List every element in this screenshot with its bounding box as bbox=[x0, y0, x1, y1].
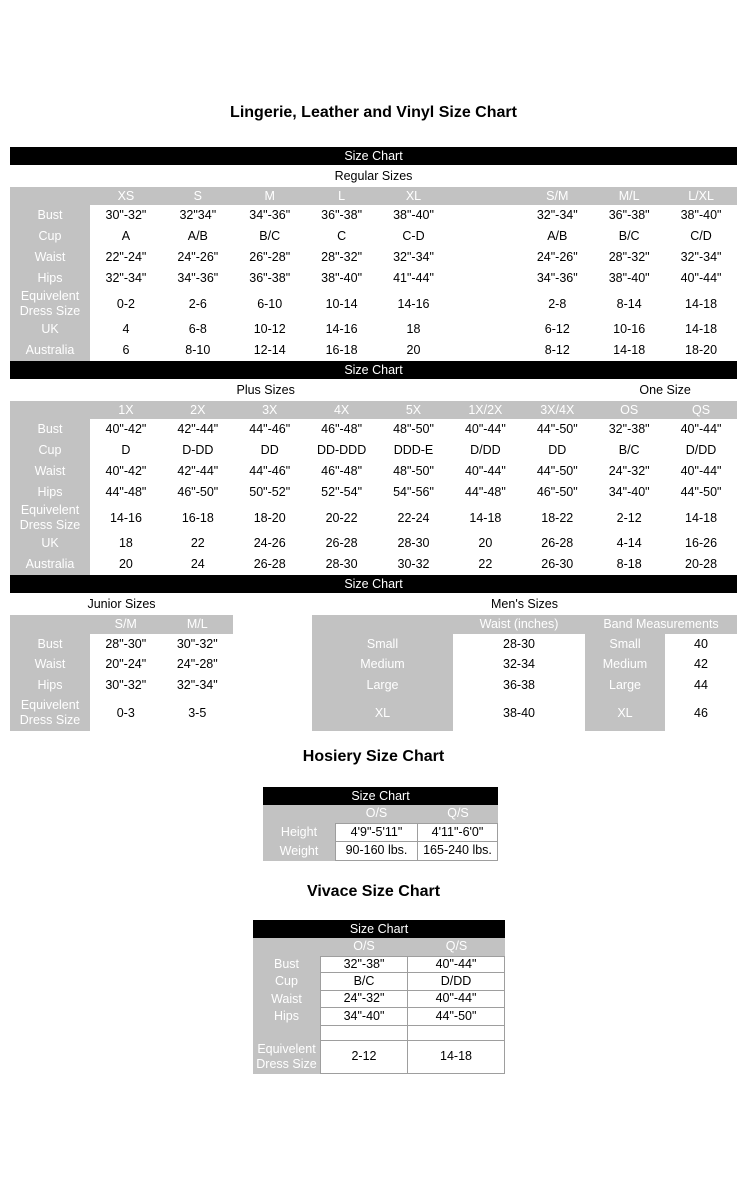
column-header: Waist (inches) bbox=[453, 615, 585, 634]
table-row bbox=[10, 503, 737, 533]
table-cell: 44"-50" bbox=[536, 422, 578, 436]
table-cell: 16-18 bbox=[325, 343, 358, 357]
table-cell: D/DD bbox=[470, 443, 501, 457]
column-header bbox=[312, 615, 453, 634]
column-header: O/S bbox=[320, 938, 408, 956]
table-cell: 40"-42" bbox=[105, 464, 147, 478]
table-cell: 90-160 lbs. bbox=[335, 842, 418, 861]
table-row bbox=[10, 675, 233, 696]
table-cell: 32"-34" bbox=[105, 271, 147, 285]
lingerie-size-chart-section bbox=[10, 147, 737, 731]
table-cell: 14-18 bbox=[469, 510, 502, 525]
table-header-row bbox=[10, 187, 737, 205]
table-row bbox=[10, 289, 737, 319]
table-cell: 6-12 bbox=[544, 322, 570, 336]
table-cell: 44"-46" bbox=[249, 464, 291, 478]
table-cell: DDD-E bbox=[393, 443, 434, 457]
column-header: XS bbox=[90, 187, 162, 205]
table-cell bbox=[449, 268, 521, 289]
table-cell: 4-14 bbox=[616, 536, 642, 550]
table-cell: Large bbox=[585, 675, 665, 696]
table-cell: A bbox=[121, 229, 131, 243]
table-cell: 16-18 bbox=[181, 510, 214, 525]
junior-sizes-heading: Junior Sizes bbox=[87, 597, 156, 611]
table-cell: C bbox=[337, 229, 347, 243]
table-cell: D bbox=[121, 443, 131, 457]
row-label: Bust bbox=[10, 205, 90, 226]
column-header: S bbox=[162, 187, 234, 205]
table-cell: 40"-44" bbox=[680, 271, 722, 285]
table-cell: 3-5 bbox=[188, 705, 207, 720]
one-size-heading: One Size bbox=[639, 383, 691, 397]
table-row bbox=[312, 696, 737, 731]
table-cell: 46"-48" bbox=[321, 464, 363, 478]
table-row bbox=[10, 533, 737, 554]
table-row bbox=[10, 268, 737, 289]
row-label: Waist bbox=[10, 655, 90, 676]
column-header: 3X/4X bbox=[521, 401, 593, 419]
table-cell: 32"-34" bbox=[680, 250, 722, 264]
table-cell: 40"-44" bbox=[464, 422, 506, 436]
mens-sizes-table bbox=[312, 615, 737, 731]
table-cell: 24"-28" bbox=[176, 657, 218, 672]
table-cell: 28-30 bbox=[397, 536, 430, 550]
row-label: XL bbox=[312, 696, 453, 731]
table-cell: 20-28 bbox=[685, 557, 718, 571]
column-header: Band Measurements bbox=[585, 615, 737, 634]
column-header: M bbox=[234, 187, 306, 205]
table-cell: 48"-50" bbox=[393, 422, 434, 436]
table-cell: 44"-50" bbox=[536, 464, 578, 478]
column-header: OS bbox=[593, 401, 665, 419]
table-cell: XL bbox=[585, 696, 665, 731]
table-cell: 18-22 bbox=[541, 510, 574, 525]
table-cell: 24"-32" bbox=[320, 991, 408, 1009]
table-cell: 28"-32" bbox=[608, 250, 650, 264]
table-cell: 34"-36" bbox=[177, 271, 219, 285]
table-row bbox=[10, 205, 737, 226]
vivace-size-chart-section bbox=[253, 920, 505, 1074]
row-label: Height bbox=[263, 823, 335, 842]
table-row bbox=[312, 655, 737, 676]
table-cell: 44"-50" bbox=[680, 485, 722, 499]
table-cell: 18-20 bbox=[253, 510, 286, 525]
table-cell: B/C bbox=[320, 973, 408, 991]
table-row bbox=[10, 696, 233, 731]
table-cell: 6-10 bbox=[257, 296, 283, 311]
row-label: Bust bbox=[253, 956, 320, 974]
table-cell: 46 bbox=[694, 705, 708, 720]
table-cell: 8-12 bbox=[544, 343, 570, 357]
table-row bbox=[253, 1026, 505, 1041]
size-chart-bar: Size Chart bbox=[253, 920, 505, 938]
table-cell: 32"-34" bbox=[393, 250, 434, 264]
row-label: Australia bbox=[10, 554, 90, 575]
table-row bbox=[10, 247, 737, 268]
table-cell: 2-12 bbox=[320, 1041, 408, 1074]
table-row bbox=[253, 1041, 505, 1074]
table-cell: 30-32 bbox=[397, 557, 430, 571]
hosiery-chart-title: Hosiery Size Chart bbox=[302, 747, 445, 765]
table-cell: 24"-32" bbox=[608, 464, 650, 478]
table-cell: D/DD bbox=[408, 973, 505, 991]
row-label: UK bbox=[10, 319, 90, 340]
table-cell: 8-14 bbox=[616, 296, 642, 311]
table-cell: 38"-40" bbox=[393, 208, 434, 222]
table-cell: 44"-50" bbox=[408, 1008, 505, 1026]
column-header: 3X bbox=[234, 401, 306, 419]
column-header: L/XL bbox=[665, 187, 737, 205]
table-row bbox=[10, 554, 737, 575]
table-cell: 54"-56" bbox=[393, 485, 434, 499]
column-header: 2X bbox=[162, 401, 234, 419]
junior-sizes-table bbox=[10, 615, 233, 731]
hosiery-size-chart-section bbox=[263, 787, 498, 861]
table-cell: 8-18 bbox=[616, 557, 642, 571]
size-chart-bar: Size Chart bbox=[263, 787, 498, 805]
table-cell: 46"-48" bbox=[321, 422, 363, 436]
table-cell: 4'9"-5'11" bbox=[335, 823, 418, 842]
column-header: XL bbox=[378, 187, 450, 205]
table-cell: Medium bbox=[585, 655, 665, 676]
column-header: S/M bbox=[90, 615, 162, 634]
table-cell: 32"-34" bbox=[536, 208, 578, 222]
table-row bbox=[10, 655, 233, 676]
table-cell: 24 bbox=[190, 557, 205, 571]
table-cell: 30"-32" bbox=[105, 208, 147, 222]
table-cell: 16-26 bbox=[685, 536, 718, 550]
table-cell: D/DD bbox=[685, 443, 717, 457]
column-header bbox=[10, 401, 90, 419]
table-cell: B/C bbox=[259, 229, 281, 243]
table-cell: 22"-24" bbox=[105, 250, 147, 264]
table-cell: 4'11"-6'0" bbox=[418, 823, 498, 842]
table-cell: C/D bbox=[690, 229, 712, 243]
table-cell: 14-18 bbox=[613, 343, 646, 357]
table-row bbox=[312, 675, 737, 696]
table-cell bbox=[449, 226, 521, 247]
table-cell: DD bbox=[548, 443, 567, 457]
column-header: Q/S bbox=[418, 805, 498, 823]
table-header-row bbox=[263, 805, 498, 823]
table-cell: 8-10 bbox=[185, 343, 211, 357]
hosiery-size-chart-table bbox=[263, 805, 498, 861]
table-cell: D-DD bbox=[182, 443, 214, 457]
table-cell bbox=[449, 340, 521, 361]
table-cell: 32"-38" bbox=[608, 422, 650, 436]
table-cell: 14-18 bbox=[685, 322, 718, 336]
table-row bbox=[10, 226, 737, 247]
row-label: Small bbox=[312, 634, 453, 655]
column-header: O/S bbox=[335, 805, 418, 823]
table-cell: 24"-26" bbox=[536, 250, 578, 264]
table-cell: 36-38 bbox=[503, 677, 535, 692]
table-cell: 10-14 bbox=[325, 296, 358, 311]
table-cell: 2-8 bbox=[548, 296, 567, 311]
table-cell: 22-24 bbox=[397, 510, 430, 525]
junior-sizes-block bbox=[10, 593, 233, 731]
table-cell: 20 bbox=[478, 536, 493, 550]
table-cell: 34"-36" bbox=[536, 271, 578, 285]
table-header-row bbox=[312, 615, 737, 634]
row-label: Weight bbox=[263, 842, 335, 861]
table-cell: 14-18 bbox=[408, 1041, 505, 1074]
table-cell: 42"-44" bbox=[177, 422, 219, 436]
table-row bbox=[10, 440, 737, 461]
plus-sizes-table bbox=[10, 401, 737, 575]
column-header: Q/S bbox=[408, 938, 505, 956]
size-chart-bar: Size Chart bbox=[10, 147, 737, 165]
table-cell: 36"-38" bbox=[249, 271, 291, 285]
table-cell: 34"-40" bbox=[608, 485, 650, 499]
row-label: Large bbox=[312, 675, 453, 696]
table-header-row bbox=[10, 401, 737, 419]
row-label: Hips bbox=[10, 675, 90, 696]
table-cell: 2-6 bbox=[188, 296, 207, 311]
column-header: 1X bbox=[90, 401, 162, 419]
table-cell bbox=[449, 289, 521, 319]
table-cell: 32"34" bbox=[179, 208, 217, 222]
column-header bbox=[253, 938, 320, 956]
table-cell: 48"-50" bbox=[393, 464, 434, 478]
table-cell: 44"-48" bbox=[464, 485, 506, 499]
column-header bbox=[263, 805, 335, 823]
table-header-row bbox=[10, 615, 233, 634]
table-cell: 10-12 bbox=[253, 322, 286, 336]
table-row bbox=[10, 461, 737, 482]
table-cell: 38"-40" bbox=[608, 271, 650, 285]
table-header-row bbox=[253, 938, 505, 956]
column-header bbox=[10, 615, 90, 634]
table-cell: 26-30 bbox=[541, 557, 574, 571]
table-cell: 40"-44" bbox=[408, 956, 505, 974]
table-row bbox=[10, 419, 737, 440]
column-header: QS bbox=[665, 401, 737, 419]
column-header: 5X bbox=[378, 401, 450, 419]
row-label: Equivelent Dress Size bbox=[10, 503, 90, 533]
vivace-size-chart-table bbox=[253, 938, 505, 1074]
row-label: UK bbox=[10, 533, 90, 554]
table-cell: 14-16 bbox=[109, 510, 142, 525]
table-cell: 20 bbox=[406, 343, 421, 357]
junior-mens-section bbox=[10, 593, 737, 731]
table-cell: A/B bbox=[187, 229, 208, 243]
table-cell: 28-30 bbox=[503, 636, 535, 651]
table-cell: 18 bbox=[118, 536, 133, 550]
page-title: Lingerie, Leather and Vinyl Size Chart bbox=[230, 104, 517, 121]
table-cell: 41"-44" bbox=[393, 271, 434, 285]
table-row bbox=[253, 973, 505, 991]
column-header bbox=[449, 187, 521, 205]
table-cell: 42"-44" bbox=[177, 464, 219, 478]
row-label: Hips bbox=[10, 268, 90, 289]
row-label: Australia bbox=[10, 340, 90, 361]
row-label: Equivelent Dress Size bbox=[10, 289, 90, 319]
vivace-chart-title: Vivace Size Chart bbox=[306, 882, 441, 900]
table-cell: 32"-38" bbox=[320, 956, 408, 974]
table-cell: 22 bbox=[478, 557, 493, 571]
table-cell: 14-16 bbox=[397, 296, 430, 311]
table-row bbox=[10, 319, 737, 340]
table-cell: 6 bbox=[122, 343, 130, 357]
table-cell: 44"-46" bbox=[249, 422, 291, 436]
table-cell: 40"-42" bbox=[105, 422, 147, 436]
table-cell: 22 bbox=[190, 536, 205, 550]
table-cell: 14-16 bbox=[325, 322, 358, 336]
table-cell: 24"-26" bbox=[177, 250, 219, 264]
table-cell: 14-18 bbox=[685, 296, 718, 311]
table-row bbox=[253, 991, 505, 1009]
table-cell: 165-240 lbs. bbox=[418, 842, 498, 861]
table-cell: 6-8 bbox=[188, 322, 207, 336]
table-cell: 38"-40" bbox=[321, 271, 363, 285]
table-row bbox=[10, 634, 233, 655]
table-cell: 52"-54" bbox=[321, 485, 363, 499]
table-cell bbox=[320, 1026, 408, 1041]
table-cell: 38"-40" bbox=[680, 208, 722, 222]
table-cell: 30"-32" bbox=[105, 677, 147, 692]
table-cell bbox=[449, 319, 521, 340]
table-cell: 34"-40" bbox=[320, 1008, 408, 1026]
row-label: Waist bbox=[10, 461, 90, 482]
size-chart-bar: Size Chart bbox=[10, 361, 737, 379]
table-row bbox=[10, 340, 737, 361]
table-cell: 26-28 bbox=[541, 536, 574, 550]
table-row bbox=[263, 842, 498, 861]
plus-one-size-heading-row bbox=[10, 379, 737, 401]
column-header: 1X/2X bbox=[449, 401, 521, 419]
regular-sizes-heading: Regular Sizes bbox=[334, 169, 413, 183]
column-header: S/M bbox=[521, 187, 593, 205]
table-cell: 28"-30" bbox=[105, 636, 147, 651]
row-label: Equivelent Dress Size bbox=[10, 696, 90, 731]
row-label: Bust bbox=[10, 419, 90, 440]
column-header bbox=[10, 187, 90, 205]
column-header: M/L bbox=[162, 615, 234, 634]
table-row bbox=[253, 956, 505, 974]
table-cell: 30"-32" bbox=[176, 636, 218, 651]
row-label: Waist bbox=[10, 247, 90, 268]
table-cell: 40"-44" bbox=[680, 464, 722, 478]
table-cell: 44"-48" bbox=[105, 485, 147, 499]
row-label: Cup bbox=[10, 226, 90, 247]
table-cell: 36"-38" bbox=[608, 208, 650, 222]
table-cell: 20-22 bbox=[325, 510, 358, 525]
table-cell: C-D bbox=[402, 229, 425, 243]
table-cell: 46"-50" bbox=[177, 485, 219, 499]
row-label: Medium bbox=[312, 655, 453, 676]
mens-sizes-block bbox=[312, 593, 737, 731]
table-cell: 26-28 bbox=[325, 536, 358, 550]
size-chart-bar: Size Chart bbox=[10, 575, 737, 593]
table-cell: 26"-28" bbox=[249, 250, 291, 264]
table-cell: 40"-44" bbox=[680, 422, 722, 436]
table-cell: 28"-32" bbox=[321, 250, 363, 264]
table-cell: 18 bbox=[406, 322, 421, 336]
column-header: 4X bbox=[306, 401, 378, 419]
table-cell: B/C bbox=[618, 229, 640, 243]
table-cell: 0-3 bbox=[116, 705, 135, 720]
table-row bbox=[10, 482, 737, 503]
table-row bbox=[253, 1008, 505, 1026]
table-cell: 26-28 bbox=[253, 557, 286, 571]
table-cell bbox=[408, 1026, 505, 1041]
table-cell: 42 bbox=[694, 657, 708, 672]
row-label: Waist bbox=[253, 991, 320, 1009]
table-cell: DD-DDD bbox=[316, 443, 367, 457]
table-cell: 14-18 bbox=[685, 510, 718, 525]
table-cell: 24-26 bbox=[253, 536, 286, 550]
table-cell: 0-2 bbox=[116, 296, 135, 311]
table-cell: 2-12 bbox=[616, 510, 642, 525]
table-cell: 32-34 bbox=[503, 657, 535, 672]
table-row bbox=[263, 823, 498, 842]
table-cell: 32"-34" bbox=[176, 677, 218, 692]
table-cell: 34"-36" bbox=[249, 208, 291, 222]
row-label: Equivelent Dress Size bbox=[253, 1041, 320, 1074]
table-cell bbox=[449, 205, 521, 226]
row-label: Hips bbox=[253, 1008, 320, 1026]
table-cell: 10-16 bbox=[613, 322, 646, 336]
table-cell: 20"-24" bbox=[105, 657, 147, 672]
table-cell: A/B bbox=[547, 229, 568, 243]
table-cell: 28-30 bbox=[325, 557, 358, 571]
mens-sizes-heading: Men's Sizes bbox=[491, 597, 558, 611]
row-label: Cup bbox=[253, 973, 320, 991]
table-cell: 40"-44" bbox=[408, 991, 505, 1009]
plus-sizes-heading: Plus Sizes bbox=[236, 383, 295, 397]
table-cell: 12-14 bbox=[253, 343, 286, 357]
row-label bbox=[253, 1026, 320, 1041]
column-header: M/L bbox=[593, 187, 665, 205]
table-cell: 38-40 bbox=[503, 705, 535, 720]
table-cell: 50"-52" bbox=[249, 485, 291, 499]
table-cell: DD bbox=[260, 443, 279, 457]
table-cell: B/C bbox=[618, 443, 640, 457]
table-cell: 40"-44" bbox=[464, 464, 506, 478]
table-cell: 44 bbox=[694, 677, 708, 692]
table-cell: Small bbox=[585, 634, 665, 655]
row-label: Hips bbox=[10, 482, 90, 503]
table-cell: 4 bbox=[122, 322, 130, 336]
table-cell: 20 bbox=[118, 557, 133, 571]
table-cell: 46"-50" bbox=[536, 485, 578, 499]
table-cell: 36"-38" bbox=[321, 208, 363, 222]
row-label: Bust bbox=[10, 634, 90, 655]
column-header: L bbox=[306, 187, 378, 205]
table-row bbox=[312, 634, 737, 655]
row-label: Cup bbox=[10, 440, 90, 461]
regular-sizes-table bbox=[10, 187, 737, 361]
table-cell: 18-20 bbox=[685, 343, 718, 357]
table-cell: 40 bbox=[694, 636, 708, 651]
table-cell bbox=[449, 247, 521, 268]
